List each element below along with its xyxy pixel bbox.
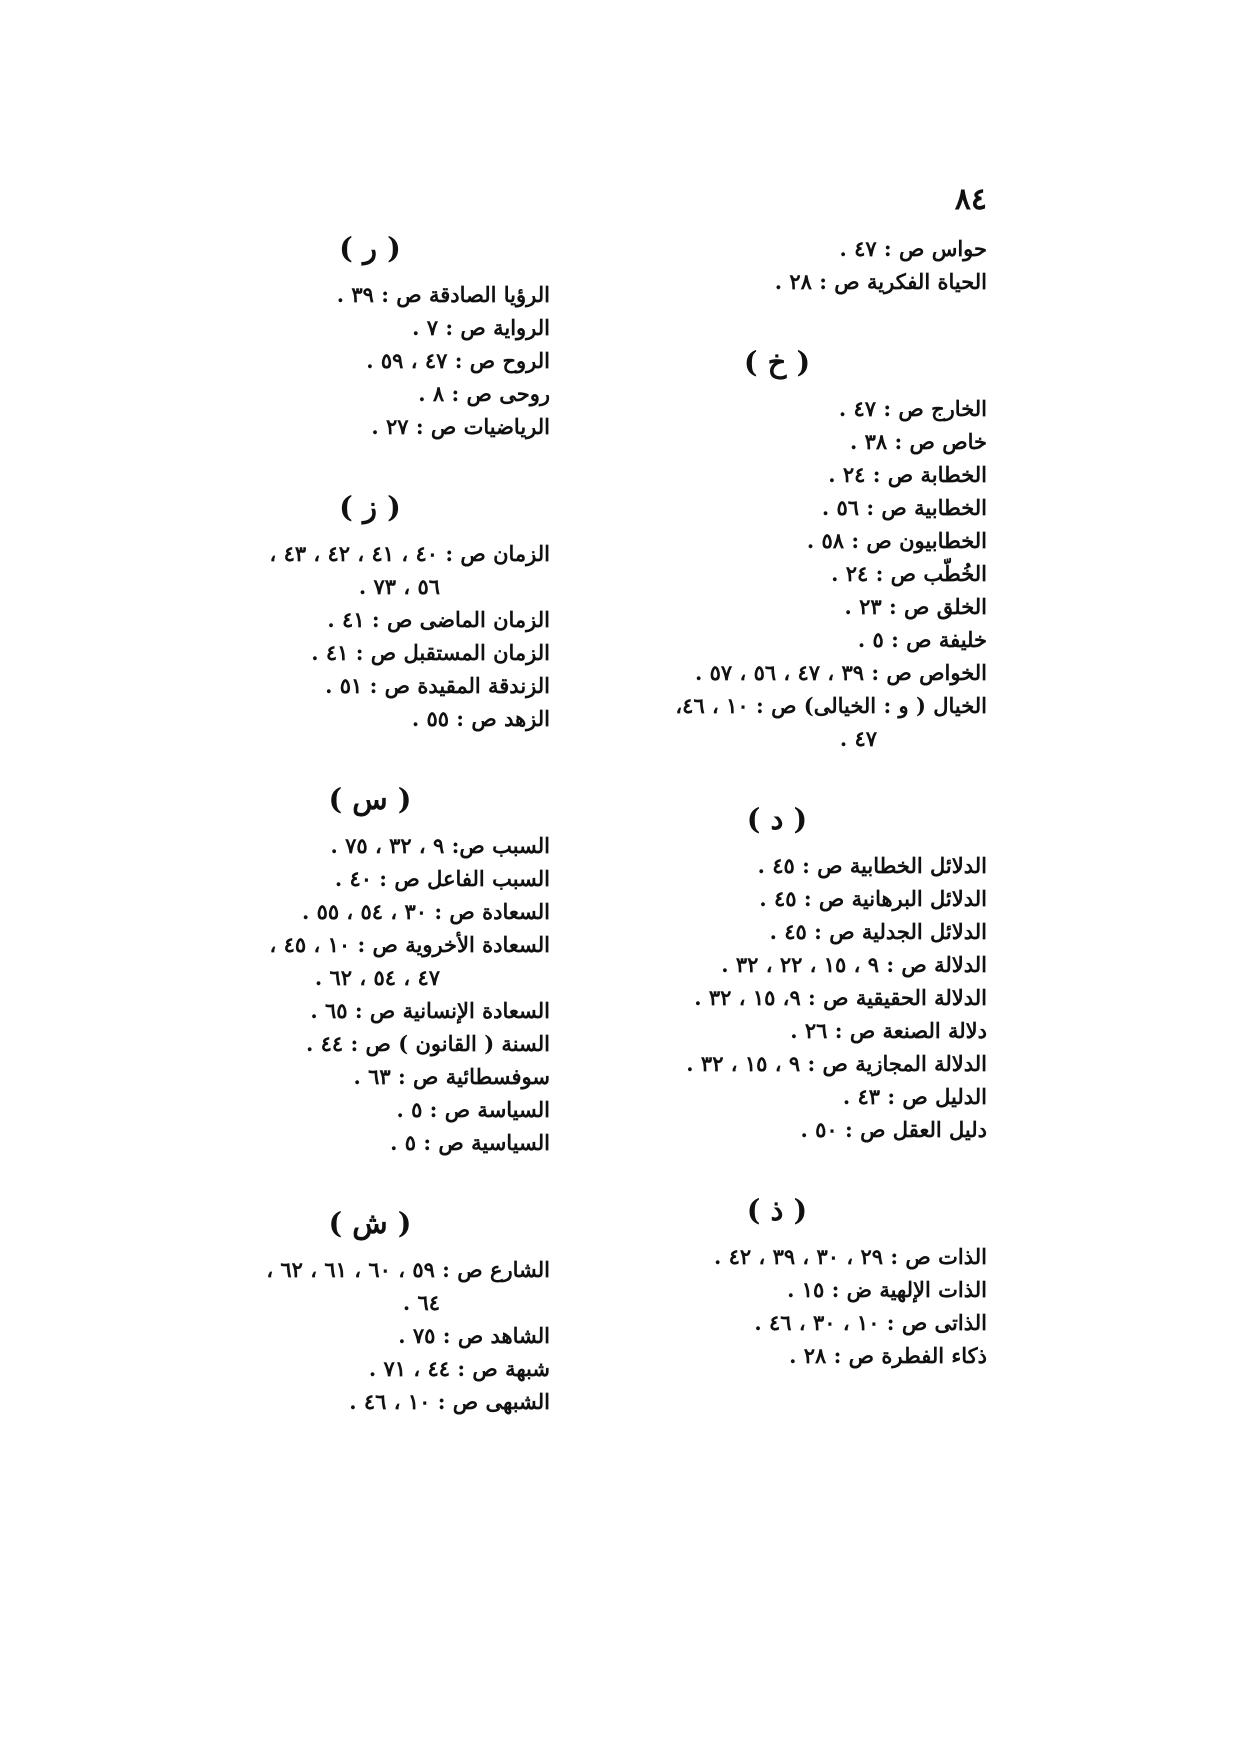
index-entry: الرواية ص : ٧ . — [412, 315, 550, 340]
index-entry: شبهة ص : ٤٤ ، ٧١ . — [368, 1356, 550, 1381]
index-entry: حواس ص : ٤٧ . — [839, 236, 987, 261]
index-entry: الدلالة الحقيقية ص : ٩، ١٥ ، ٣٢ . — [694, 985, 987, 1010]
index-entry: السعادة الإنسانية ص : ٦٥ . — [310, 998, 550, 1023]
index-entry: الحياة الفكرية ص : ٢٨ . — [774, 269, 987, 294]
index-entry: السياسة ص : ٥ . — [396, 1097, 550, 1122]
index-entry: السبب الفاعل ص : ٤٠ . — [334, 866, 550, 891]
section-letter-heading: ( ش ) — [328, 1206, 412, 1240]
index-entry: الدلائل الخطابية ص : ٤٥ . — [757, 853, 987, 878]
index-entry: الخطابيون ص : ٥٨ . — [806, 528, 987, 553]
index-entry: الخلق ص : ٢٣ . — [844, 594, 987, 619]
section-letter-heading: ( خ ) — [743, 345, 811, 379]
index-entry: الدلالة ص : ٩ ، ١٥ ، ٢٢ ، ٣٢ . — [721, 952, 987, 977]
index-section-sin — [190, 779, 550, 1159]
index-entry: الخواص ص : ٣٩ ، ٤٧ ، ٥٦ ، ٥٧ . — [694, 660, 987, 685]
index-entry: الرياضيات ص : ٢٧ . — [371, 414, 550, 439]
index-entry: الدليل ص : ٤٣ . — [842, 1084, 987, 1109]
index-entry: سوفسطائية ص : ٦٣ . — [353, 1064, 550, 1089]
index-entry: الخطابة ص : ٢٤ . — [828, 462, 987, 487]
index-entry: الزندقة المقيدة ص : ٥١ . — [325, 673, 550, 698]
index-section-zay — [190, 487, 550, 735]
index-entry: ذكاء الفطرة ص : ٢٨ . — [789, 1343, 987, 1368]
index-entry: الخُطّب ص : ٢٤ . — [831, 561, 987, 586]
index-entry: الدلالة المجازية ص : ٩ ، ١٥ ، ٣٢ . — [686, 1051, 987, 1076]
index-entry: الروح ص : ٤٧ ، ٥٩ . — [366, 348, 550, 373]
section-letter-heading: ( س ) — [328, 782, 412, 816]
page-number: ٨٤ — [954, 182, 987, 217]
index-column-right — [567, 232, 987, 1372]
index-entry: دلالة الصنعة ص : ٢٦ . — [790, 1018, 987, 1043]
index-entry-continuation: ٤٧ ، ٥٤ ، ٦٢ . — [314, 965, 440, 990]
index-entry: الشاهد ص : ٧٥ . — [398, 1323, 550, 1348]
section-letter-heading: ( ر ) — [339, 231, 401, 265]
index-entry: الزمان المستقبل ص : ٤١ . — [311, 640, 550, 665]
index-section-ra — [190, 228, 550, 443]
index-entry: الزهد ص : ٥٥ . — [411, 706, 550, 731]
index-entry: الدلائل البرهانية ص : ٤٥ . — [759, 886, 987, 911]
index-entry: خاص ص : ٣٨ . — [849, 429, 987, 454]
index-entry: الخطابية ص : ٥٦ . — [821, 495, 987, 520]
index-entry-continuation: ٥٦ ، ٧٣ . — [358, 574, 440, 599]
index-entry: الزمان ص : ٤٠ ، ٤١ ، ٤٢ ، ٤٣ ، — [269, 541, 550, 566]
index-entry-continuation: ٦٤ . — [402, 1290, 440, 1315]
index-entry: الخارج ص : ٤٧ . — [838, 396, 987, 421]
index-entry: السبب ص: ٩ ، ٣٢ ، ٧٥ . — [330, 833, 550, 858]
index-entry: الرؤيا الصادقة ص : ٣٩ . — [336, 282, 550, 307]
section-letter-heading: ( ز ) — [339, 490, 401, 524]
index-entry: الزمان الماضى ص : ٤١ . — [327, 607, 550, 632]
index-entry: الشبهى ص : ١٠ ، ٤٦ . — [349, 1389, 550, 1414]
section-letter-heading: ( ذ ) — [746, 1193, 808, 1227]
index-entry: السنة ( القانون ) ص : ٤٤ . — [306, 1031, 550, 1056]
index-section-dal — [567, 799, 987, 1146]
index-entry: السعادة ص : ٣٠ ، ٥٤ ، ٥٥ . — [301, 899, 550, 924]
index-column-left — [190, 228, 550, 1418]
index-entry: السياسية ص : ٥ . — [390, 1130, 550, 1155]
index-entry: روحى ص : ٨ . — [418, 381, 550, 406]
index-entry: الخيال ( و : الخيالى) ص : ١٠ ، ٤٦، — [675, 693, 987, 718]
index-entry: الذات ص : ٢٩ ، ٣٠ ، ٣٩ ، ٤٢ . — [713, 1244, 987, 1269]
index-section-dhal — [567, 1190, 987, 1372]
index-entry-continuation: ٤٧ . — [839, 726, 877, 751]
index-entry: الذات الإلهية ض : ١٥ . — [787, 1277, 987, 1302]
index-entry: الذاتى ص : ١٠ ، ٣٠ ، ٤٦ . — [754, 1310, 987, 1335]
index-entry: دليل العقل ص : ٥٠ . — [800, 1117, 987, 1142]
index-entry: السعادة الأخروية ص : ١٠ ، ٤٥ ، — [269, 932, 550, 957]
index-entry: الدلائل الجدلية ص : ٤٥ . — [769, 919, 987, 944]
index-entry: خليفة ص : ٥ . — [857, 627, 987, 652]
section-letter-heading: ( د ) — [746, 802, 808, 836]
index-section-shin — [190, 1203, 550, 1418]
index-entry: الشارع ص : ٥٩ ، ٦٠ ، ٦١ ، ٦٢ ، — [266, 1257, 550, 1282]
index-section-kha — [567, 342, 987, 755]
